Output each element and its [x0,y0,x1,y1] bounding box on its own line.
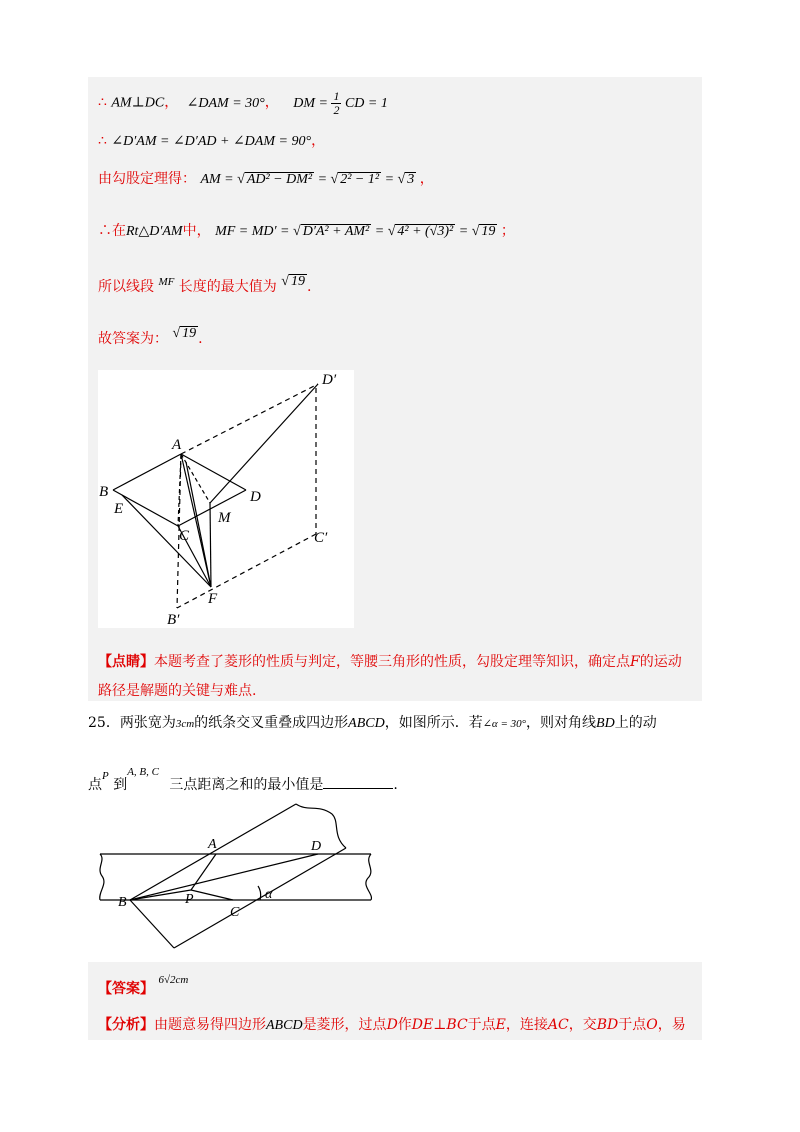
diagonal-bd [130,854,318,900]
math-am-perp-dc: AM⊥DC [111,95,165,111]
answer-value: 6√2cm [158,974,189,986]
segment-dprime-m [210,384,318,503]
segment-cd [178,490,246,526]
segment-mf [210,503,211,587]
question-line-2: 点$^P$ 到$^{A, B, C}$ 三点距离之和的最小值是 . [88,766,398,793]
label-d: D [250,489,261,505]
solution-line-6: 故答案为： √ 19 . [98,326,203,347]
figure-rhombus-fold [98,370,354,628]
therefore-symbol: ∴ [98,133,107,149]
strip2-bottom-end [130,900,174,948]
math-dm: DM = $\frac{1}{2}$ CD = 1 [293,89,388,117]
label-e: E [114,501,124,517]
comment-line-1: 【点睛】本题考查了菱形的性质与判定，等腰三角形的性质，勾股定理等知识，确定点F的运动 [98,654,682,670]
segment-ad-prime [181,384,318,454]
math-rt-triangle: Rt△D′AM [126,224,183,239]
label-c: C [179,528,190,544]
segment-ac [178,454,181,526]
answer-line [98,974,188,998]
math-sqrt19: √ 19 [172,326,197,341]
label-p: P [185,892,194,907]
label-d: D [311,839,322,854]
segment-a-f2 [186,462,211,587]
figure-paper-strips [96,800,381,950]
label-b: B [99,484,109,500]
label-m: M [218,510,231,526]
label-b-prime: B′ [167,612,180,628]
label-f: F [208,591,218,607]
math-mf-calc: MF = MD′ = √ D′A² + AM² = √ 4² + (√3)² = √ 19 [215,224,496,239]
segment-cprime-bprime [177,534,316,608]
segment-pc [191,890,233,900]
label-c-prime: C′ [314,530,328,546]
comment-line-2: 路径是解题的关键与难点. [98,683,257,699]
label-d-prime: D′ [322,372,337,388]
question-number: 25． [88,715,120,731]
solution-line-1: ∴ AM⊥DC， ∠DAM = 30°， DM = $\frac{1}{2}$ CD = 1 [98,89,388,117]
solution-line-4: ∴在Rt△D′AM中， MF = MD′ = √ D′A² + AM² = √ 4² + (√3)² = √ 19 ； [98,223,515,239]
math-angle-dam: ∠DAM = 30° [186,95,265,111]
solution-line-3: 由勾股定理得： AM = √ AD² − DM² = √ 2² − 1² = √ 3 ， [98,171,434,187]
label-a: A [208,837,217,852]
strip2-upper-edge [130,804,296,900]
label-alpha: α [265,887,273,902]
fraction-half: $\frac{1}{2}$ [333,89,340,117]
question-line-1: 25．两张宽为3cm的纸条交叉重叠成四边形ABCD，如图所示．若∠α = 30°，则对角线BD上的动 [88,715,657,731]
label-a: A [172,437,182,453]
analysis-line: 【分析】由题意易得四边形ABCD是菱形，过点D作DE⊥BC于点E，连接AC，交BD于点O，易 [98,1017,686,1033]
comment-tag: 【点睛】 [98,654,154,670]
pythagoras-text: 由勾股定理得： [98,171,196,187]
segment-ef [122,495,211,587]
figure-1-svg [98,370,354,628]
solution-line-2: ∴ ∠D′AM = ∠D′AD + ∠DAM = 90°， [98,133,326,149]
figure-2-svg [96,800,381,950]
strip1-left-tear [100,854,104,900]
label-c: C [230,905,240,920]
segment-ap [191,854,216,890]
answer-blank [323,776,393,789]
answer-tag: 【答案】 [98,981,154,997]
therefore-symbol: ∴ [98,94,107,111]
label-b: B [118,895,127,910]
solution-line-5: 所以线段 $^{MF}$ 长度的最大值为 √ 19 . [98,274,312,295]
math-am-calc: AM = √ AD² − DM² = √ 2² − 1² = √ 3 [200,172,415,187]
strip1-right-tear [366,854,372,900]
segment-ab [113,454,181,490]
analysis-tag: 【分析】 [98,1017,154,1033]
math-sqrt19: √ 19 [281,274,305,289]
math-mf: MF [158,276,175,288]
math-angle-sum: ∠D′AM = ∠D′AD + ∠DAM = 90° [111,134,312,149]
